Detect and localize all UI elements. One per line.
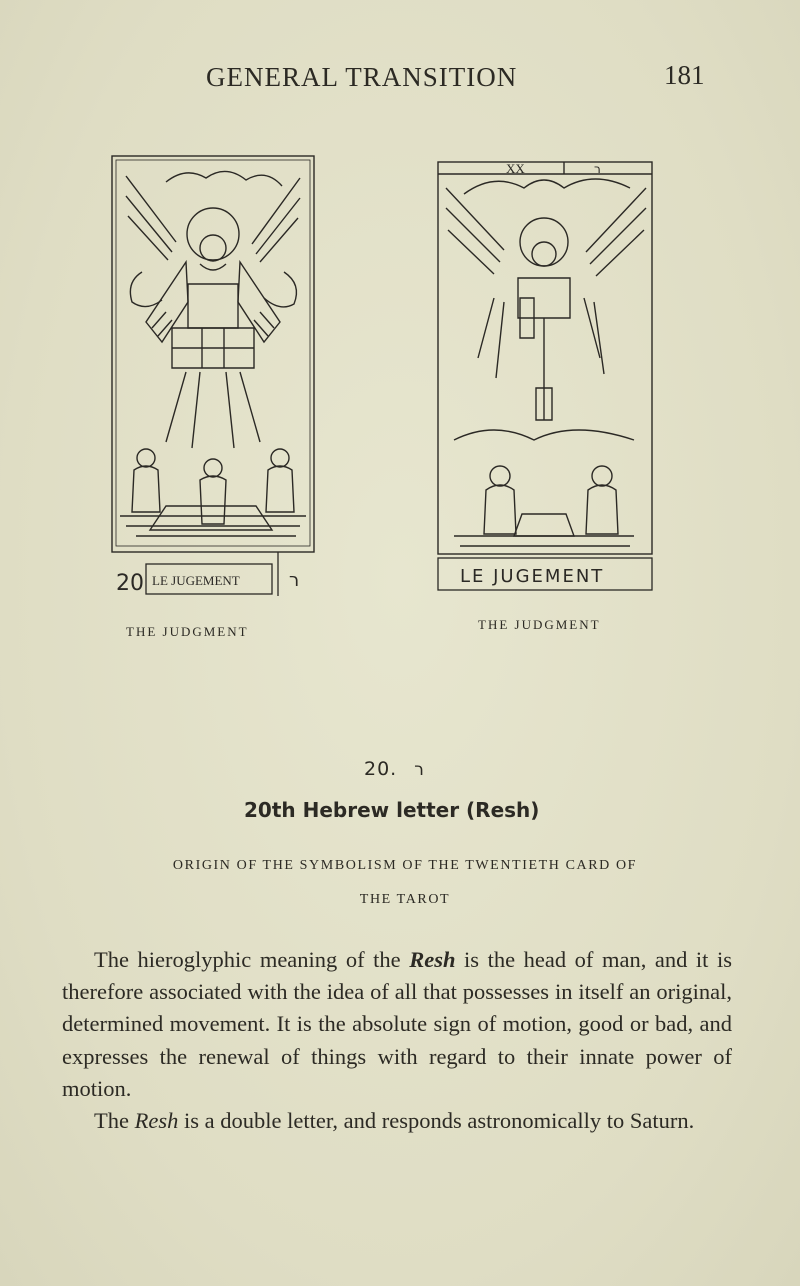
card-numeral: XX	[506, 161, 525, 176]
card-letter-top: ר	[594, 162, 601, 176]
subheading-line-2: THE TAROT	[359, 892, 451, 907]
letter-index: 20.	[364, 758, 398, 780]
card-letter: ר	[289, 570, 300, 591]
tarot-card-right	[434, 158, 656, 596]
paragraph-2	[62, 1105, 732, 1137]
p2-emphasis: Resh	[134, 1108, 179, 1134]
heading-ordinal: 20th	[244, 798, 296, 822]
paragraph-1	[62, 944, 732, 1105]
p1-text-a: The hieroglyphic meaning of the	[94, 947, 410, 972]
p2-text-b: is a double letter, and responds astronomically to Saturn.	[178, 1108, 695, 1134]
tarot-card-left	[106, 152, 320, 600]
letter-number	[364, 758, 425, 780]
p1-text-b: is the head of man, and it is therefore associated with the idea of all that possesses in itself an original, determined movement. It is the absolute sign of motion, good or bad, and expresses the renewal of things with regard to their innate power of motion.	[62, 947, 733, 1101]
p1-emphasis: Resh	[409, 947, 456, 972]
caption-left: THE JUDGMENT	[126, 624, 249, 639]
hebrew-letter-glyph: ר	[414, 760, 425, 780]
page-number: 181	[664, 60, 705, 90]
card-number: 20	[116, 571, 144, 596]
body-text	[62, 944, 732, 1137]
subheading-line-1: ORIGIN OF THE SYMBOLISM OF THE TWENTIETH CARD OF	[172, 858, 638, 873]
card-label: LE JUGEMENT	[152, 573, 240, 588]
card-label: LE JUGEMENT	[460, 566, 605, 587]
p2-text-a: The	[94, 1108, 135, 1134]
running-title: GENERAL TRANSITION	[206, 62, 518, 92]
caption-right: THE JUDGMENT	[478, 617, 601, 632]
section-heading	[244, 798, 539, 822]
heading-text: Hebrew letter (Resh)	[295, 798, 540, 822]
